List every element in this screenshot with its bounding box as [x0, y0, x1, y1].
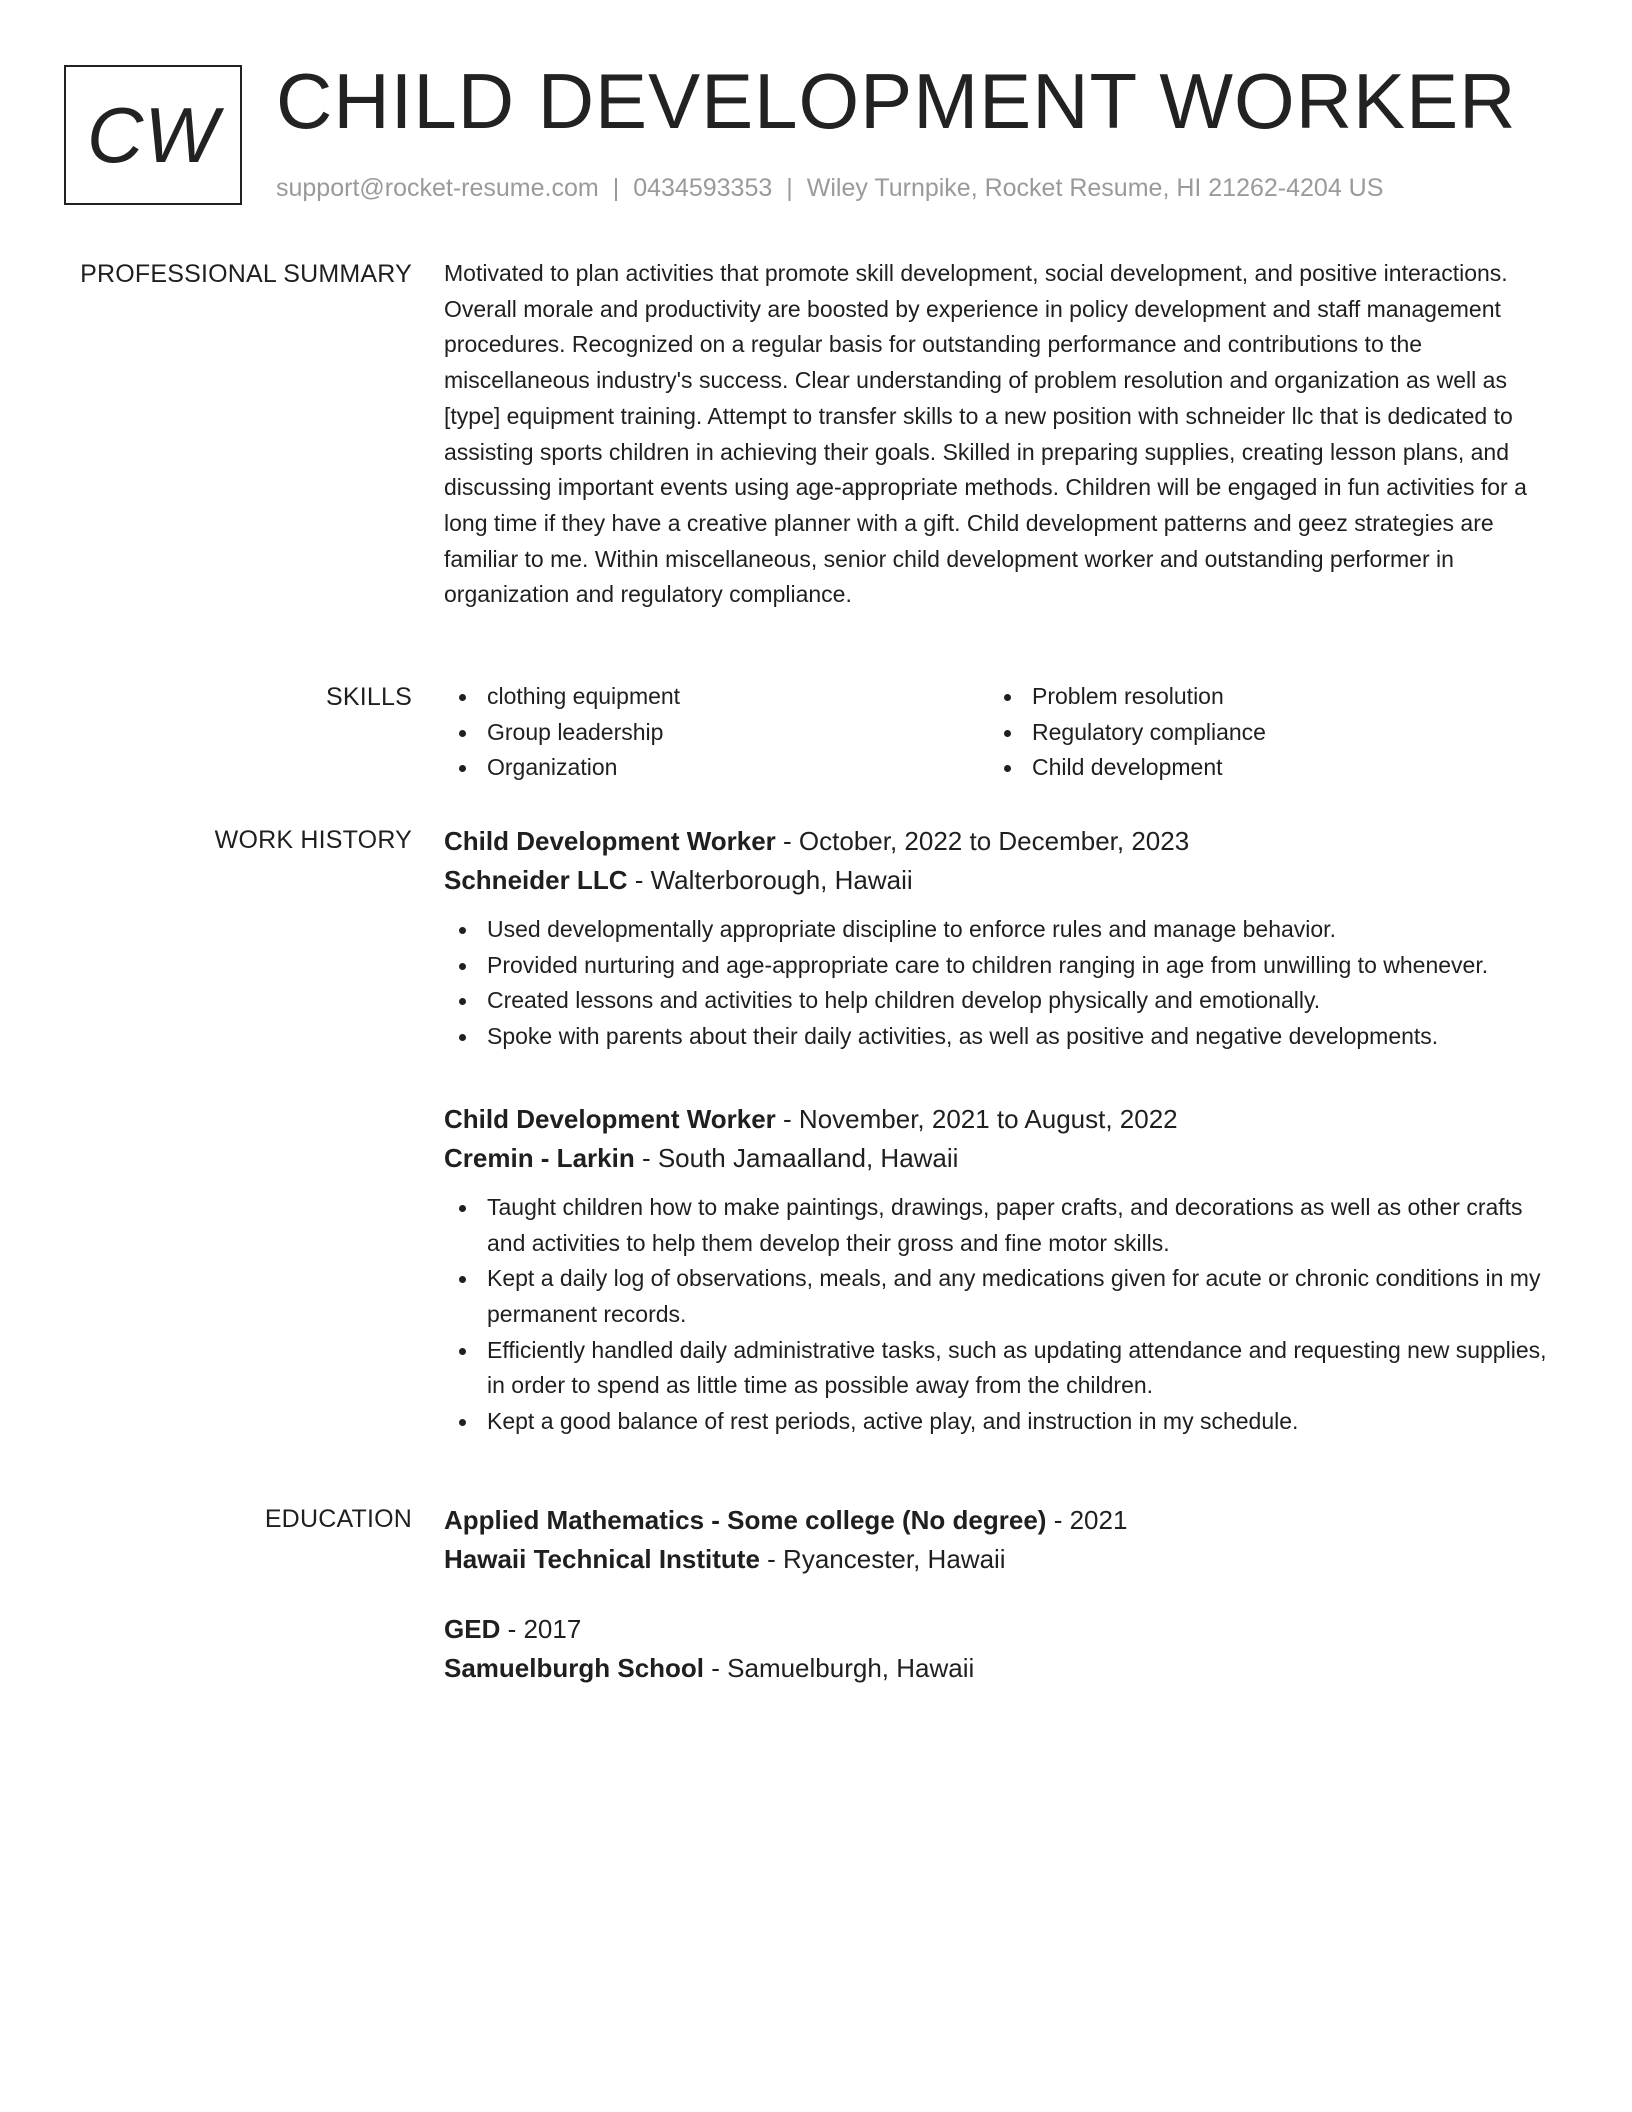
contact-line: [276, 172, 1383, 204]
job-entry: [444, 1100, 1556, 1440]
job-title-line: [444, 822, 1556, 861]
job-company-line: [444, 1139, 1556, 1178]
education-year: - 2017: [500, 1614, 582, 1644]
summary-heading: PROFESSIONAL SUMMARY: [80, 260, 412, 288]
skills-body: [444, 679, 1556, 786]
job-duty: Created lessons and activities to help children develop physically and emotionally.: [444, 983, 1556, 1019]
education-body: [444, 1501, 1556, 1719]
skills-list-right: [989, 679, 1534, 786]
skill-item: Problem resolution: [989, 679, 1534, 715]
summary-text: Motivated to plan activities that promote skill development, social development, and positive interactions. Overall morale and productivity are boosted by experience in policy development and staff management procedures. Recognized on a regular basis for outstanding performance and contributions to the miscellaneous industry's success. Clear understanding of problem resolution and organization as well as [type] equipment training. Attempt to transfer skills to a new position with schneider llc that is dedicated to assisting sports children in achieving their goals. Skilled in preparing supplies, creating lesson plans, and discussing important events using age-appropriate methods. Children will be engaged in fun activities for a long time if they have a creative planner with a gift. Child development patterns and geez strategies are familiar to me. Within miscellaneous, senior child development worker and outstanding performer in organization and regulatory compliance.: [444, 260, 1527, 608]
education-school-line: [444, 1649, 1556, 1688]
education-heading: EDUCATION: [264, 1505, 412, 1533]
job-duty: Efficiently handled daily administrative tasks, such as updating attendance and requesting new supplies, in order to spend as little time as possible away from the children.: [444, 1333, 1556, 1404]
monogram-logo: [64, 65, 242, 205]
work-history-body: [444, 822, 1556, 1440]
job-duty: Kept a daily log of observations, meals, and any medications given for acute or chronic conditions in my permanent records.: [444, 1261, 1556, 1332]
skill-item: clothing equipment: [444, 679, 989, 715]
education-school: Samuelburgh School: [444, 1653, 705, 1683]
job-location: - South Jamaalland, Hawaii: [634, 1142, 959, 1173]
job-duty: Taught children how to make paintings, drawings, paper crafts, and decorations as well as other crafts and activities to help them develop their gross and fine motor skills.: [444, 1190, 1556, 1261]
resume-title: CHILD DEVELOPMENT WORKER: [276, 57, 1517, 145]
job-duties-list: [444, 1190, 1556, 1440]
job-dates: - November, 2021 to August, 2022: [775, 1103, 1178, 1134]
job-duty: Spoke with parents about their daily activities, as well as positive and negative developments.: [444, 1019, 1556, 1055]
job-company-line: [444, 861, 1556, 900]
job-company: Schneider LLC: [444, 865, 628, 895]
education-year: - 2021: [1046, 1505, 1128, 1535]
contact-separator: |: [786, 174, 793, 202]
job-duty: Kept a good balance of rest periods, active play, and instruction in my schedule.: [444, 1404, 1556, 1440]
work-history-heading: WORK HISTORY: [214, 826, 412, 854]
contact-address: Wiley Turnpike, Rocket Resume, HI 21262-4204 US: [806, 174, 1384, 202]
job-title: Child Development Worker: [444, 826, 776, 856]
skill-item: Group leadership: [444, 715, 989, 751]
education-degree: Applied Mathematics - Some college (No degree): [444, 1505, 1047, 1535]
skills-heading: SKILLS: [326, 683, 412, 711]
job-dates: - October, 2022 to December, 2023: [775, 826, 1190, 856]
contact-email: support@rocket-resume.com: [276, 174, 599, 202]
contact-phone: 0434593353: [633, 174, 773, 202]
job-entry: [444, 822, 1556, 1055]
education-entry: [444, 1610, 1556, 1688]
job-company: Cremin - Larkin: [444, 1142, 635, 1173]
job-title-line: [444, 1100, 1556, 1139]
education-location: - Ryancester, Hawaii: [759, 1544, 1006, 1574]
education-location: - Samuelburgh, Hawaii: [704, 1653, 975, 1683]
skill-item: Child development: [989, 750, 1534, 786]
monogram-initials: CW: [87, 90, 219, 179]
education-school: Hawaii Technical Institute: [444, 1544, 760, 1574]
skills-list-left: [444, 679, 989, 786]
skills-columns: [444, 679, 1556, 786]
education-degree-line: [444, 1610, 1556, 1649]
education-degree-line: [444, 1501, 1556, 1540]
summary-body: [444, 256, 1556, 613]
job-duty: Provided nurturing and age-appropriate care to children ranging in age from unwilling to whenever.: [444, 948, 1556, 984]
education-degree: GED: [444, 1614, 501, 1644]
skill-item: Organization: [444, 750, 989, 786]
skill-item: Regulatory compliance: [989, 715, 1534, 751]
job-title: Child Development Worker: [444, 1103, 776, 1134]
education-entry: [444, 1501, 1556, 1579]
job-location: - Walterborough, Hawaii: [627, 865, 913, 895]
job-duties-list: [444, 912, 1556, 1055]
contact-separator: |: [612, 174, 620, 202]
job-duty: Used developmentally appropriate discipline to enforce rules and manage behavior.: [444, 912, 1556, 948]
education-school-line: [444, 1540, 1556, 1579]
